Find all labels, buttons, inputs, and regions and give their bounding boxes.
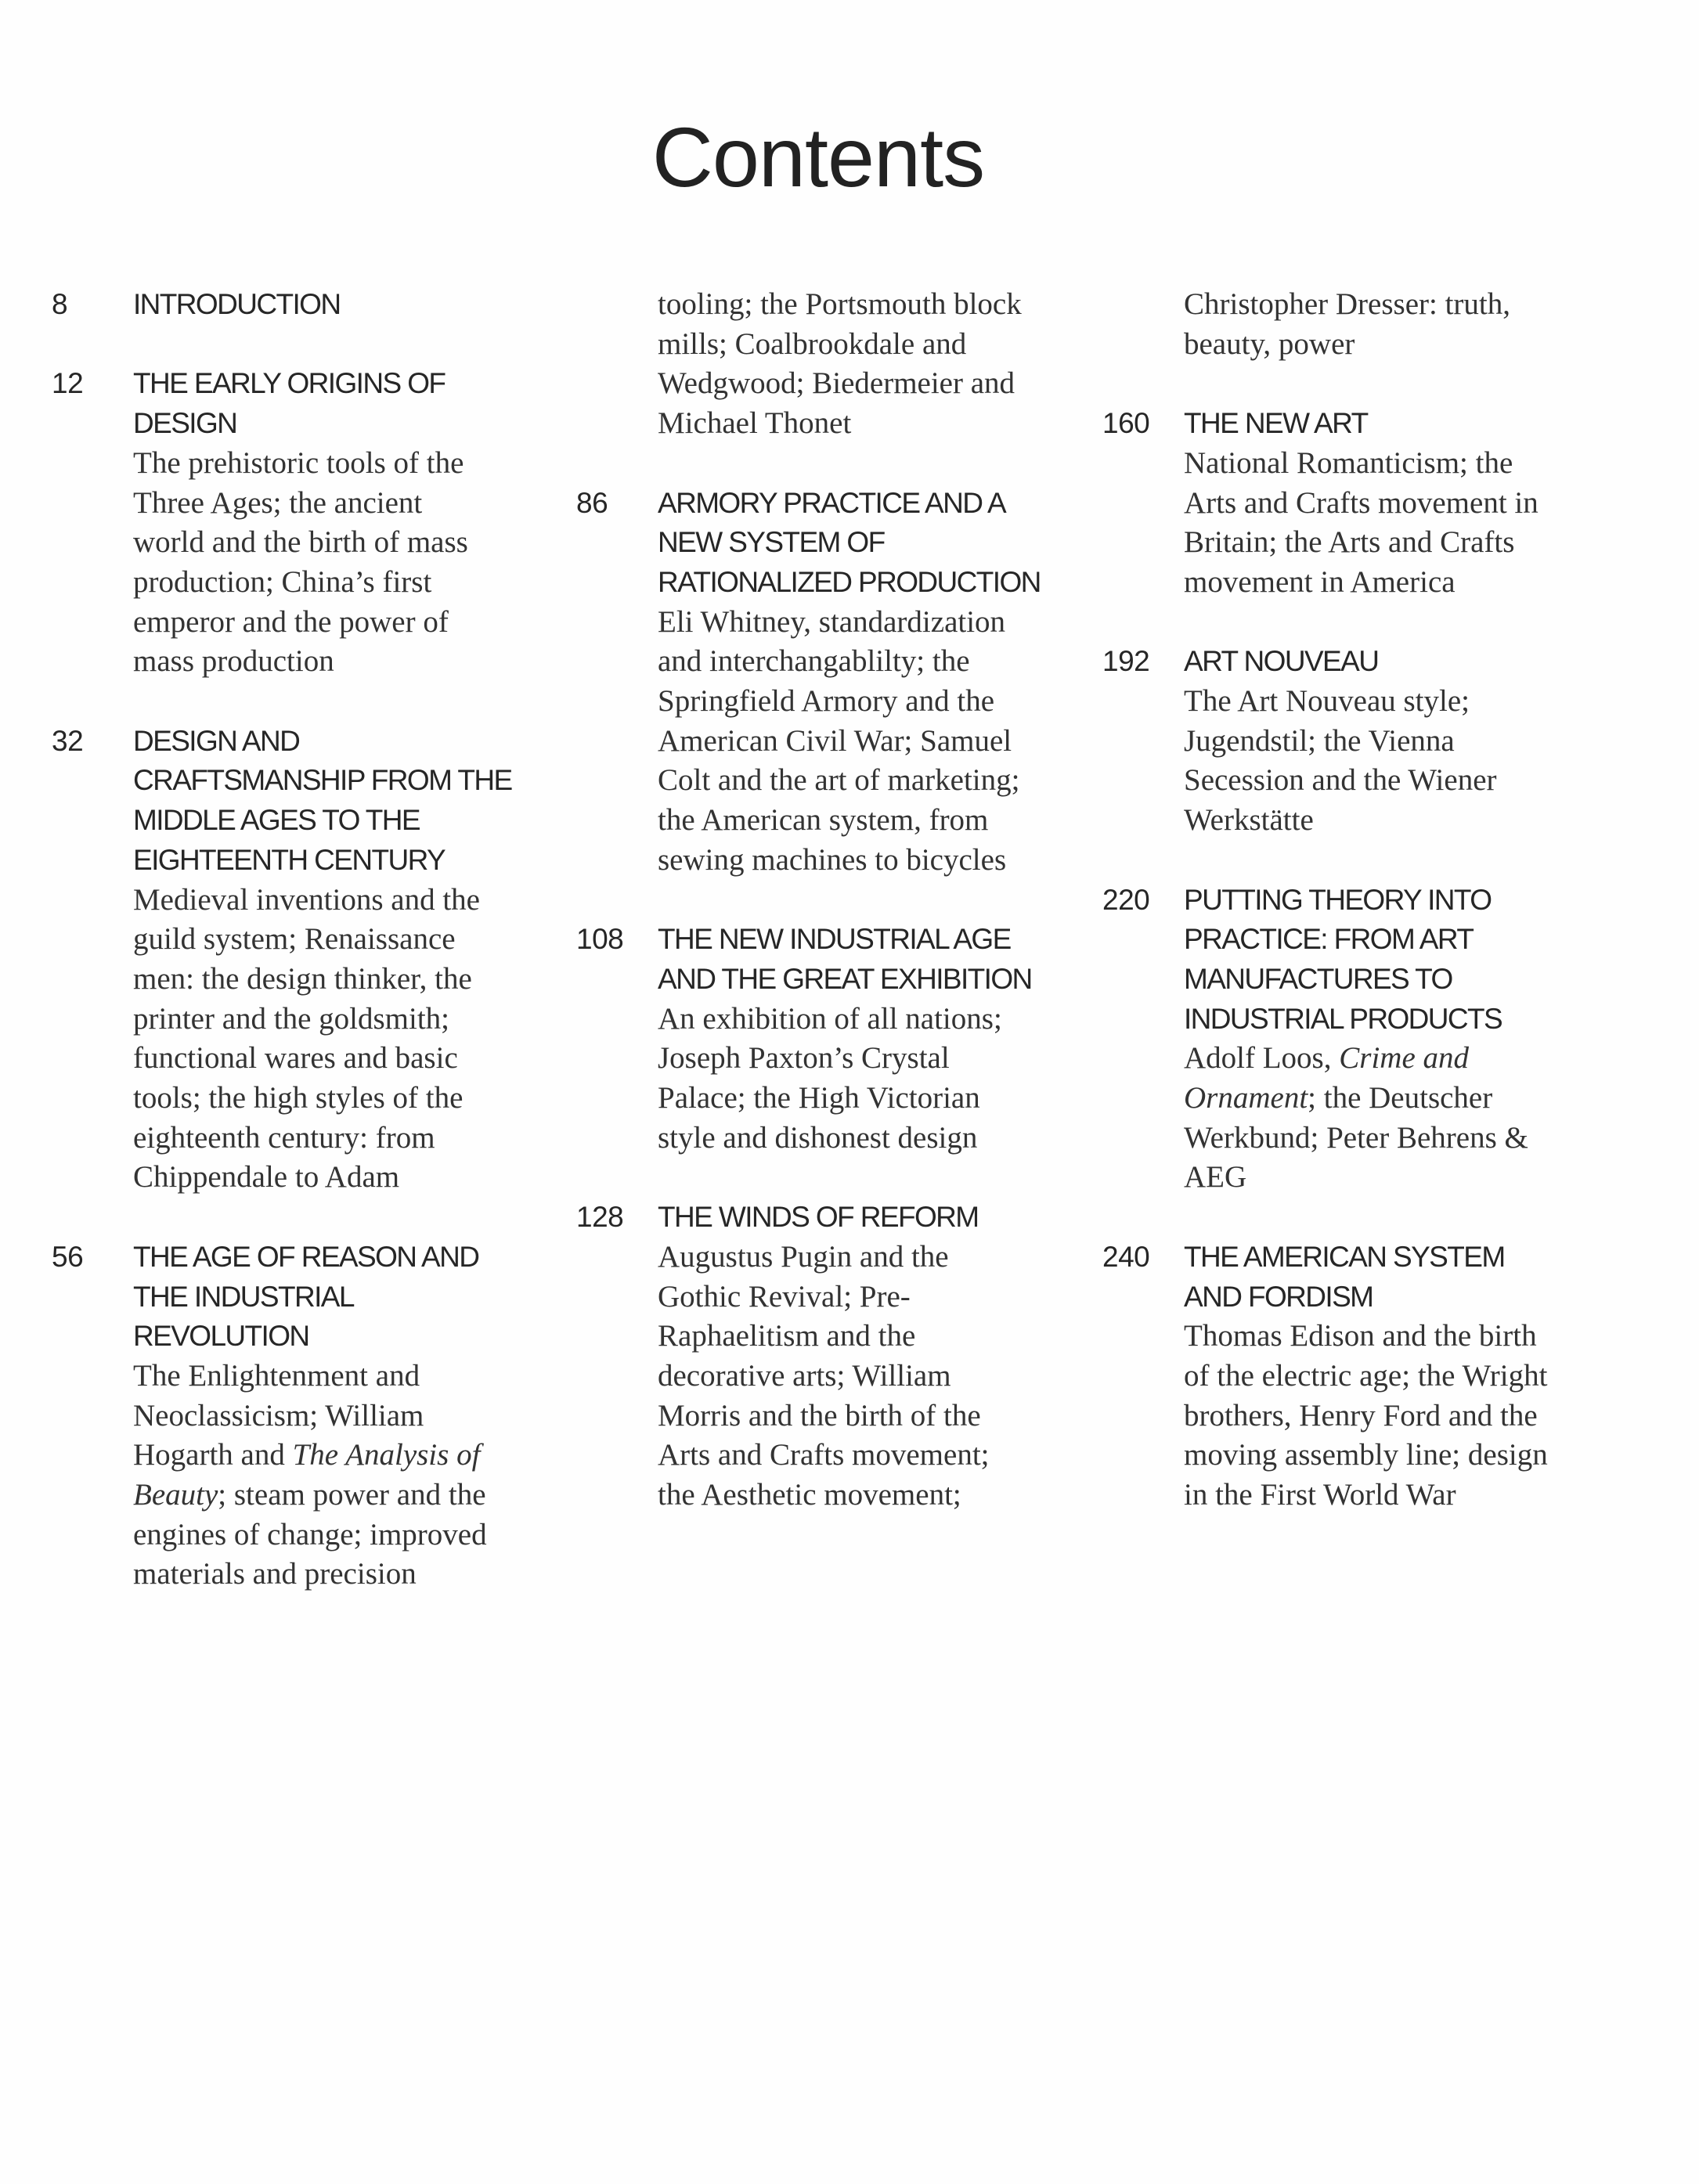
chapter-title-line: INDUSTRIAL PRODUCTS [1184, 1002, 1502, 1035]
page-number: 220 [1102, 883, 1150, 916]
toc-entry[interactable] [576, 1198, 1041, 1515]
italic-title: Ornament [1184, 1081, 1308, 1115]
chapter-title-line: NEW SYSTEM OF [658, 526, 885, 559]
text-segment: Adolf Loos, [1184, 1041, 1340, 1076]
entry-description-line: tools; the high styles of the [133, 1081, 464, 1115]
entry-description-line [1184, 1079, 1548, 1119]
entry-description-line: Britain; the Arts and Crafts [1184, 525, 1515, 560]
page-number: 86 [576, 486, 608, 519]
entry-description-line: An exhibition of all nations; [658, 1001, 1002, 1036]
entry-description-line: Palace; the High Victorian [658, 1081, 980, 1115]
chapter-title-line: THE INDUSTRIAL [133, 1280, 354, 1313]
entry-description-line: Joseph Paxton’s Crystal [658, 1041, 950, 1076]
entry-description-line [1184, 1039, 1548, 1079]
toc-entry-continuation [576, 285, 1041, 444]
chapter-title-line: THE NEW INDUSTRIAL AGE [658, 923, 1011, 956]
page-number: 240 [1102, 1240, 1150, 1273]
entry-description-line: mills; Coalbrookdale and [658, 326, 967, 361]
entry-description-line: production; China’s first [133, 564, 432, 599]
chapter-title-line: THE AMERICAN SYSTEM [1184, 1240, 1505, 1273]
entry-description-line: Augustus Pugin and the [658, 1239, 949, 1274]
entry-description-line: eighteenth century: from [133, 1120, 435, 1155]
entry-description-line: AEG [1184, 1160, 1247, 1195]
entry-description-line: of the electric age; the Wright [1184, 1358, 1548, 1393]
entry-description-line: Gothic Revival; Pre- [658, 1279, 911, 1314]
chapter-title-line: DESIGN [133, 407, 237, 440]
chapter-title-line: THE EARLY ORIGINS OF [133, 367, 445, 400]
chapter-title-line: AND THE GREAT EXHIBITION [658, 962, 1032, 995]
page-number: 56 [52, 1240, 84, 1273]
toc-column-3 [1102, 285, 1548, 1555]
chapter-title-line: ART NOUVEAU [1184, 645, 1379, 678]
entry-description-line: the American system, from [658, 803, 989, 838]
page-number: 108 [576, 923, 624, 956]
chapter-title-line: PRACTICE: FROM ART [1184, 923, 1474, 956]
entry-description-line: Thomas Edison and the birth [1184, 1319, 1537, 1353]
chapter-title-line: RATIONALIZED PRODUCTION [658, 565, 1041, 598]
chapter-title-line: AND FORDISM [1184, 1280, 1373, 1313]
text-segment: Hogarth and [133, 1438, 293, 1472]
entry-description-line: beauty, power [1184, 326, 1355, 361]
entry-description-line: Wedgwood; Biedermeier and [658, 366, 1015, 401]
entry-description-line: Secession and the Wiener [1184, 763, 1497, 798]
chapter-title-line: THE WINDS OF REFORM [658, 1201, 979, 1234]
toc-entry[interactable] [52, 722, 512, 1198]
toc-column-1 [52, 285, 512, 1634]
toc-entry[interactable] [1102, 881, 1548, 1198]
text-segment: ; the Deutscher [1308, 1081, 1493, 1115]
chapter-title-line: THE AGE OF REASON AND [133, 1240, 479, 1273]
entry-description-line: Arts and Crafts movement in [1184, 485, 1538, 520]
page-number: 12 [52, 367, 84, 400]
entry-description-line: sewing machines to bicycles [658, 842, 1007, 877]
entry-description-line: in the First World War [1184, 1478, 1456, 1512]
entry-description-line: decorative arts; William [658, 1358, 951, 1393]
toc-entry[interactable] [52, 285, 512, 325]
entry-description-line: Medieval inventions and the [133, 882, 480, 917]
page-number: 128 [576, 1201, 624, 1234]
chapter-title-line: DESIGN AND [133, 724, 300, 757]
chapter-title-line: REVOLUTION [133, 1320, 309, 1353]
entry-description-line [133, 1436, 512, 1476]
entry-description-line: functional wares and basic [133, 1041, 458, 1076]
chapter-title-line: MIDDLE AGES TO THE [133, 804, 420, 837]
entry-description-line: and interchangablilty; the [658, 644, 970, 679]
text-segment: ; steam power and the [218, 1478, 486, 1512]
chapter-title-line: INTRODUCTION [133, 288, 341, 320]
italic-title: The Analysis of [292, 1438, 481, 1472]
toc-entry[interactable] [1102, 404, 1548, 603]
entry-description-line: The Art Nouveau style; [1184, 684, 1470, 718]
page-number: 192 [1102, 645, 1150, 678]
chapter-title-line: EIGHTEENTH CENTURY [133, 843, 445, 876]
entry-description-line: men: the design thinker, the [133, 961, 472, 996]
chapter-title-line: THE NEW ART [1184, 407, 1368, 440]
entry-description-line: The prehistoric tools of the [133, 445, 464, 480]
italic-title: Crime and [1339, 1041, 1469, 1076]
entry-description-line: Arts and Crafts movement; [658, 1438, 990, 1472]
entry-description-line: world and the birth of mass [133, 525, 468, 560]
entry-description-line: The Enlightenment and [133, 1358, 420, 1393]
toc-entry[interactable] [52, 1238, 512, 1595]
entry-description-line: Werkstätte [1184, 803, 1314, 838]
entry-description-line: engines of change; improved [133, 1517, 487, 1552]
toc-entry[interactable] [52, 364, 512, 682]
entry-description-line: Raphaelitism and the [658, 1319, 916, 1353]
chapter-title-line: CRAFTSMANSHIP FROM THE [133, 764, 512, 797]
entry-description-line: tooling; the Portsmouth block [658, 287, 1022, 321]
entry-description-line: Christopher Dresser: truth, [1184, 287, 1511, 321]
chapter-title-line: MANUFACTURES TO [1184, 962, 1452, 995]
entry-description-line: brothers, Henry Ford and the [1184, 1398, 1538, 1433]
toc-entry[interactable] [1102, 642, 1548, 841]
toc-entry[interactable] [1102, 1238, 1548, 1515]
entry-description-line: Morris and the birth of the [658, 1398, 981, 1433]
toc-column-2 [576, 285, 1041, 1555]
entry-description-line: printer and the goldsmith; [133, 1001, 450, 1036]
entry-description-line: Michael Thonet [658, 406, 852, 441]
entry-description-line: Chippendale to Adam [133, 1160, 400, 1195]
entry-description-line: the Aesthetic movement; [658, 1478, 961, 1512]
entry-description-line: Three Ages; the ancient [133, 485, 423, 520]
toc-entry[interactable] [576, 484, 1041, 881]
toc-entry[interactable] [576, 920, 1041, 1158]
page-title: Contents [651, 110, 985, 204]
entry-description-line: Colt and the art of marketing; [658, 763, 1020, 798]
entry-description-line: mass production [133, 644, 334, 679]
entry-description-line: Jugendstil; the Vienna [1184, 723, 1455, 758]
entry-description-line: moving assembly line; design [1184, 1438, 1548, 1472]
page-number: 32 [52, 724, 84, 757]
toc-entry-continuation [1102, 285, 1548, 364]
entry-description-line: emperor and the power of [133, 604, 449, 639]
entry-description-line: guild system; Renaissance [133, 922, 456, 957]
page-number: 160 [1102, 407, 1150, 440]
entry-description-line: Werkbund; Peter Behrens & [1184, 1120, 1528, 1155]
entry-description-line: Neoclassicism; William [133, 1398, 424, 1433]
entry-description-line: National Romanticism; the [1184, 445, 1513, 480]
italic-title: Beauty [133, 1478, 218, 1512]
entry-description-line: Springfield Armory and the [658, 684, 995, 719]
entry-description-line: movement in America [1184, 564, 1456, 599]
entry-description-line: Eli Whitney, standardization [658, 604, 1006, 639]
entry-description-line: style and dishonest design [658, 1120, 978, 1155]
chapter-title-line: PUTTING THEORY INTO [1184, 883, 1492, 916]
chapter-title-line: ARMORY PRACTICE AND A [658, 486, 1006, 519]
entry-description-line [133, 1476, 512, 1515]
entry-description-line: materials and precision [133, 1557, 417, 1591]
entry-description-line: American Civil War; Samuel [658, 723, 1012, 758]
page-number: 8 [52, 288, 68, 320]
